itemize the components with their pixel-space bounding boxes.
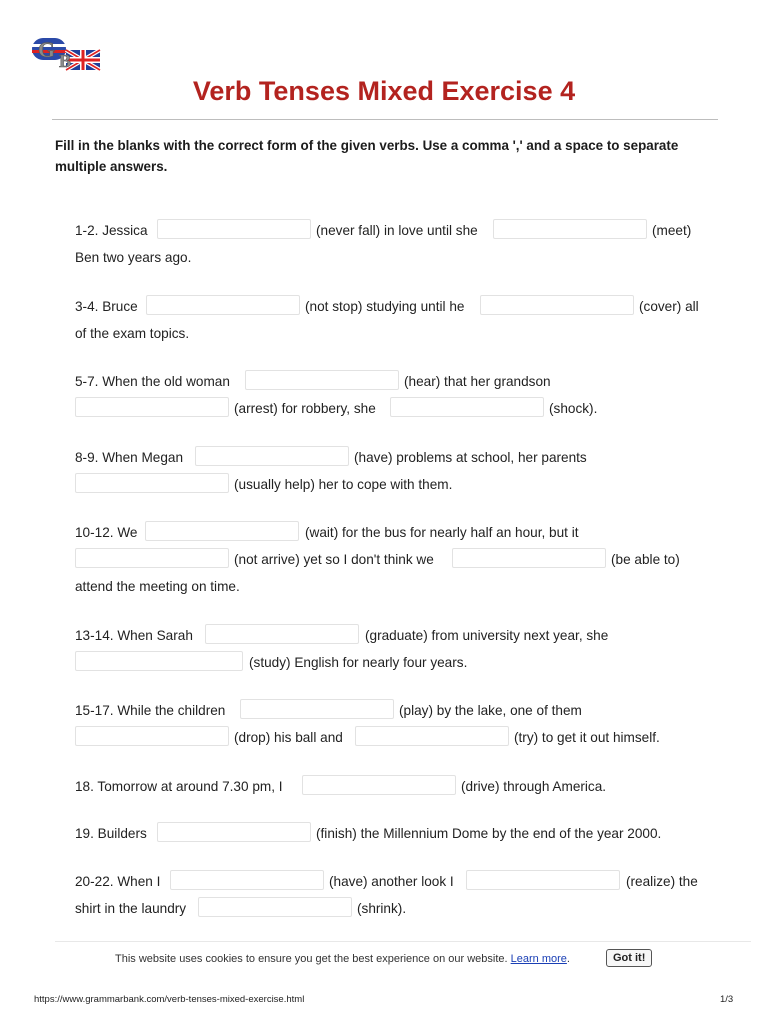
- exercise-text: 13-14. When Sarah: [75, 628, 193, 643]
- exercise-text: (realize) the: [626, 874, 698, 889]
- instructions: Fill in the blanks with the correct form of the given verbs. Use a comma ',' and a space to separate multiple answers.: [55, 138, 679, 174]
- exercise-10-12: [75, 521, 715, 602]
- answer-blank-10[interactable]: [145, 521, 299, 541]
- exercise-text: (wait) for the bus for nearly half an hour, but it: [305, 525, 579, 540]
- exercise-text: 3-4. Bruce: [75, 299, 138, 314]
- exercise-text: (play) by the lake, one of them: [399, 703, 582, 718]
- exercise-text: (not arrive) yet so I don't think we: [234, 552, 434, 567]
- exercise-text: 15-17. While the children: [75, 703, 226, 718]
- cookie-banner: [55, 941, 751, 976]
- footer-url: https://www.grammarbank.com/verb-tenses-mixed-exercise.html: [34, 994, 305, 1005]
- answer-blank-1[interactable]: [157, 219, 311, 239]
- exercise-text: (finish) the Millennium Dome by the end of the year 2000.: [316, 826, 662, 841]
- exercise-text: (shrink).: [357, 901, 407, 916]
- exercise-20-22: [75, 870, 715, 924]
- page-number: 1/3: [720, 994, 734, 1005]
- exercise-text: (never fall) in love until she: [316, 223, 478, 238]
- exercise-text: 10-12. We: [75, 525, 138, 540]
- exercise-text: Ben two years ago.: [75, 250, 192, 265]
- answer-blank-19[interactable]: [157, 822, 311, 842]
- exercise-text: 5-7. When the old woman: [75, 374, 230, 389]
- exercise-13-14: [75, 624, 715, 678]
- learn-more-link[interactable]: Learn more: [510, 953, 567, 965]
- page-title: Verb Tenses Mixed Exercise 4: [192, 76, 576, 106]
- answer-blank-8[interactable]: [195, 446, 349, 466]
- exercise-text: attend the meeting on time.: [75, 579, 240, 594]
- exercise-text: (cover) all: [639, 299, 699, 314]
- answer-blank-13[interactable]: [205, 624, 359, 644]
- exercise-text: 18. Tomorrow at around 7.30 pm, I: [75, 779, 283, 794]
- exercise-text: (study) English for nearly four years.: [249, 655, 468, 670]
- exercise-text: 8-9. When Megan: [75, 450, 184, 465]
- exercise-text: (drive) through America.: [461, 779, 607, 794]
- exercise-text: of the exam topics.: [75, 326, 190, 341]
- cookie-text: This website uses cookies to ensure you get the best experience on our website.: [115, 953, 508, 965]
- answer-blank-14[interactable]: [75, 651, 243, 671]
- exercise-1-2: [75, 219, 715, 273]
- answer-blank-4[interactable]: [480, 295, 634, 315]
- answer-blank-22[interactable]: [198, 897, 352, 917]
- got-it-button[interactable]: Got it!: [606, 949, 652, 967]
- exercise-text: (shock).: [549, 401, 598, 416]
- exercise-text: (try) to get it out himself.: [514, 730, 660, 745]
- exercise-text: (be able to): [611, 552, 680, 567]
- answer-blank-2[interactable]: [493, 219, 647, 239]
- exercise-text: 1-2. Jessica: [75, 223, 148, 238]
- answer-blank-6[interactable]: [75, 397, 229, 417]
- answer-blank-17[interactable]: [355, 726, 509, 746]
- exercise-text: (have) problems at school, her parents: [354, 450, 587, 465]
- exercise-19: [75, 822, 715, 849]
- exercise-text: 20-22. When I: [75, 874, 161, 889]
- answer-blank-20[interactable]: [170, 870, 324, 890]
- exercise-text: 19. Builders: [75, 826, 147, 841]
- answer-blank-16[interactable]: [75, 726, 229, 746]
- grammarbank-logo: [28, 36, 104, 72]
- exercise-8-9: [75, 446, 715, 500]
- answer-blank-18[interactable]: [302, 775, 456, 795]
- answer-blank-3[interactable]: [146, 295, 300, 315]
- exercise-text: (hear) that her grandson: [404, 374, 551, 389]
- exercise-text: (graduate) from university next year, she: [365, 628, 609, 643]
- exercise-text: (not stop) studying until he: [305, 299, 465, 314]
- answer-blank-5[interactable]: [245, 370, 399, 390]
- exercise-text: shirt in the laundry: [75, 901, 187, 916]
- exercise-18: [75, 775, 715, 802]
- exercise-3-4: [75, 295, 715, 349]
- exercise-5-7: [75, 370, 715, 424]
- logo-letter-g: G: [38, 37, 56, 62]
- title-divider: [52, 119, 718, 120]
- cookie-message: This website uses cookies to ensure you get the best experience on our website. Learn more.: [115, 953, 570, 965]
- answer-blank-21[interactable]: [466, 870, 620, 890]
- exercise-text: (arrest) for robbery, she: [234, 401, 376, 416]
- exercise-text: (drop) his ball and: [234, 730, 343, 745]
- exercise-text: (meet): [652, 223, 692, 238]
- answer-blank-7[interactable]: [390, 397, 544, 417]
- logo-letter-b: B: [59, 51, 72, 71]
- answer-blank-11[interactable]: [75, 548, 229, 568]
- exercise-15-17: [75, 699, 715, 753]
- answer-blank-12[interactable]: [452, 548, 606, 568]
- exercise-text: (have) another look I: [329, 874, 454, 889]
- answer-blank-15[interactable]: [240, 699, 394, 719]
- exercise-text: (usually help) her to cope with them.: [234, 477, 453, 492]
- answer-blank-9[interactable]: [75, 473, 229, 493]
